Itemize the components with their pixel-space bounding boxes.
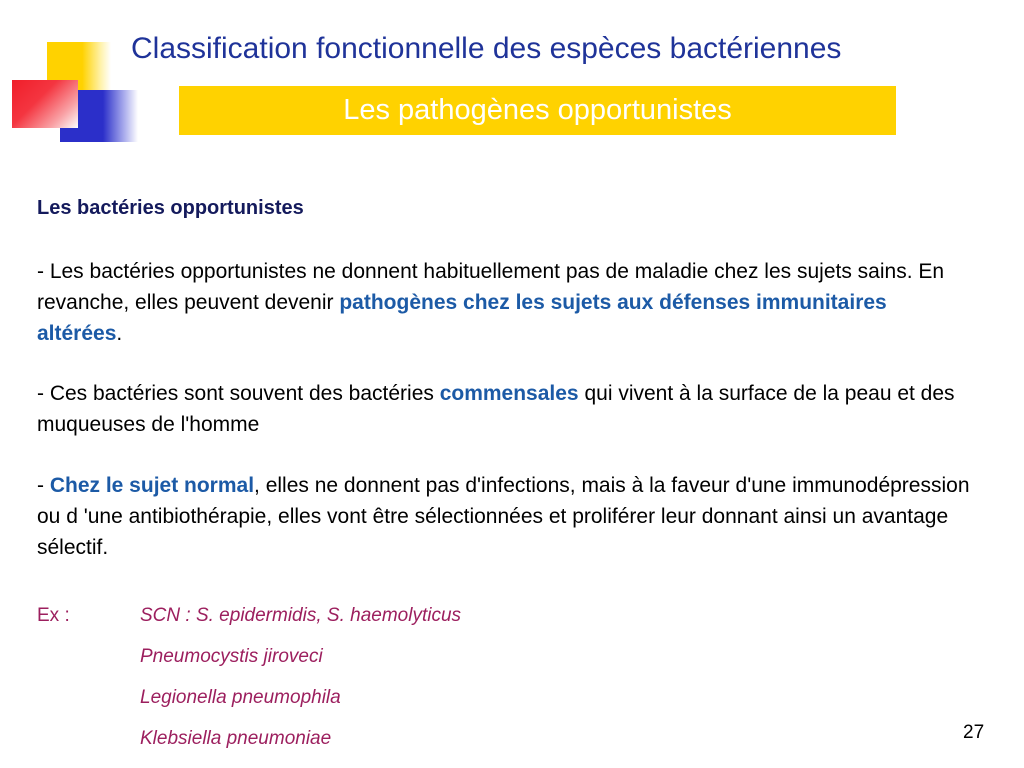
paragraph-text: qui vivent à la surface de la peau et des muqueuses de l'homme bbox=[37, 382, 955, 436]
paragraph-highlight: pathogènes chez les sujets aux défenses immunitaires altérées bbox=[37, 291, 887, 345]
example-item: Pneumocystis jiroveci bbox=[140, 646, 323, 667]
paragraph-text: . bbox=[116, 322, 123, 345]
logo-red-square bbox=[12, 80, 78, 128]
paragraph-healthy-subjects bbox=[37, 256, 977, 349]
section-heading: Les bactéries opportunistes bbox=[37, 197, 304, 219]
slide-title: Classification fonctionnelle des espèces bactériennes bbox=[131, 32, 842, 65]
example-item: SCN : S. epidermidis, S. haemolyticus bbox=[140, 605, 462, 626]
subtitle-banner bbox=[179, 86, 896, 135]
paragraph-text: - bbox=[37, 474, 50, 497]
example-item: Klebsiella pneumoniae bbox=[140, 728, 332, 749]
page-number: 27 bbox=[963, 722, 985, 743]
paragraph-text: , elles ne donnent pas d'infections, mais à la faveur d'une immunodépression ou d 'une antibiothérapie, elles vont être sélectionnées et proliférer leur donnant ainsi un avantage sélectif. bbox=[37, 474, 970, 559]
paragraph-highlight: commensales bbox=[439, 382, 579, 405]
examples-label: Ex : bbox=[37, 605, 70, 626]
decorative-logo bbox=[0, 0, 150, 150]
paragraph-normal-subject bbox=[37, 470, 977, 563]
example-item: Legionella pneumophila bbox=[140, 687, 341, 708]
paragraph-commensal bbox=[37, 378, 977, 440]
subtitle-text: Les pathogènes opportunistes bbox=[343, 94, 732, 126]
paragraph-text: - Ces bactéries sont souvent des bactéries bbox=[37, 382, 440, 405]
paragraph-text: - Les bactéries opportunistes ne donnent habituellement pas de maladie chez les sujets sains. En revanche, elles peuvent devenir bbox=[37, 260, 945, 314]
paragraph-highlight: Chez le sujet normal bbox=[49, 474, 255, 497]
